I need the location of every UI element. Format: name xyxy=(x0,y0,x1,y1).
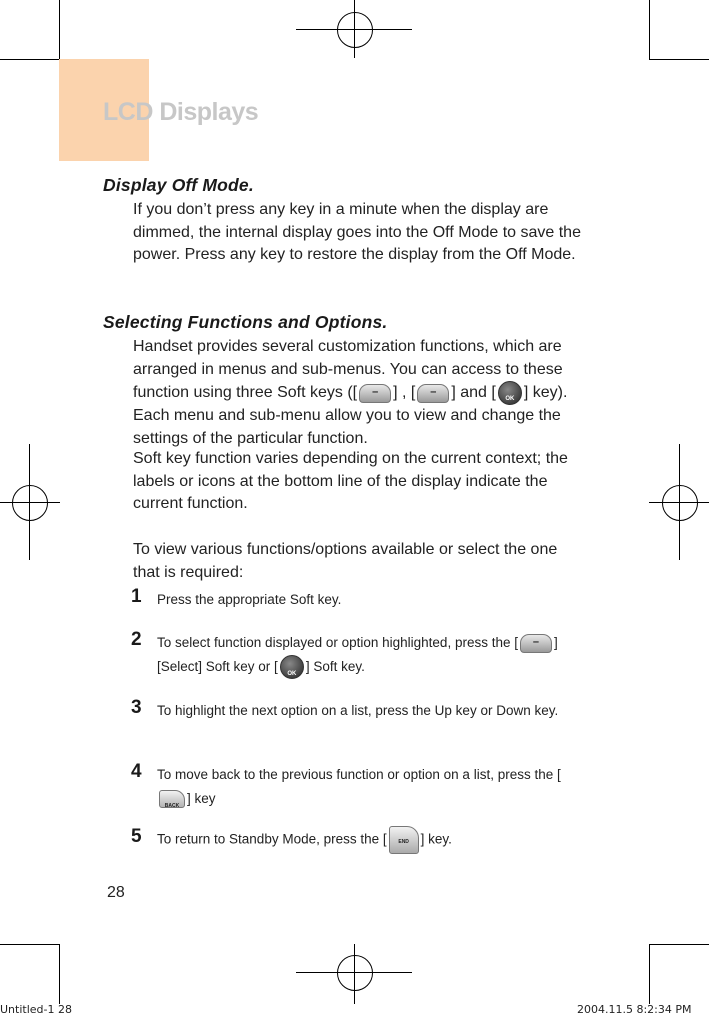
step-number: 5 xyxy=(131,826,142,847)
heading-display-off: Display Off Mode. xyxy=(103,175,254,195)
left-soft-key-icon xyxy=(359,384,391,403)
step-text: To return to Standby Mode, press the [ END ] key. xyxy=(157,826,577,854)
step-text: To move back to the previous function or option on a list, press the [ BACK ] key xyxy=(157,767,561,810)
crop-mark xyxy=(0,944,60,945)
step-number: 4 xyxy=(131,761,142,782)
selecting-paragraph-2: Soft key function varies depending on the current context; the labels or icons at the bottom line of the display indicate the current function. xyxy=(133,450,568,513)
ok-key-icon: OK xyxy=(498,381,522,405)
right-soft-key-icon xyxy=(417,384,449,403)
step-number: 2 xyxy=(131,629,142,650)
crop-mark xyxy=(0,59,60,60)
crop-mark xyxy=(649,944,709,945)
step-number: 3 xyxy=(131,697,142,718)
selecting-paragraph-1: Handset provides several customization functions, which are arranged in menus and sub-menus. You can access to these function using three Soft keys ([– ] , [– ] and [ OK ] key). Each menu and sub-menu allow you to view and change the settings of the particular function. xyxy=(133,336,583,450)
footer-file-info: Untitled-1 28 xyxy=(0,1003,72,1016)
crop-mark xyxy=(649,0,650,60)
step-text: Press the appropriate Soft key. xyxy=(157,592,342,607)
crop-mark xyxy=(59,0,60,60)
back-key-icon: BACK xyxy=(159,790,185,808)
step-text: To select function displayed or option highlighted, press the [– ] [Select] Soft key or [ OK ] Soft key. xyxy=(157,631,577,679)
crop-mark xyxy=(649,59,709,60)
heading-selecting: Selecting Functions and Options. xyxy=(103,312,388,332)
section-title: LCD Displays xyxy=(103,98,259,126)
ok-key-icon: OK xyxy=(280,655,304,679)
step-number: 1 xyxy=(131,586,142,607)
crop-mark xyxy=(649,944,650,1004)
selecting-paragraph-3: To view various functions/options available or select the one that is required: xyxy=(133,541,558,581)
end-key-icon: END xyxy=(389,826,419,854)
left-soft-key-icon xyxy=(520,634,552,653)
page-number: 28 xyxy=(107,884,125,901)
footer-timestamp: 2004.11.5 8:2:34 PM xyxy=(577,1003,692,1016)
step-text: To highlight the next option on a list, press the Up key or Down key. xyxy=(157,703,559,718)
display-off-text: If you don’t press any key in a minute when the display are dimmed, the internal display goes into the Off Mode to save the power. Press any key to restore the display from the Off Mode. xyxy=(133,201,581,264)
crop-mark xyxy=(59,944,60,1004)
